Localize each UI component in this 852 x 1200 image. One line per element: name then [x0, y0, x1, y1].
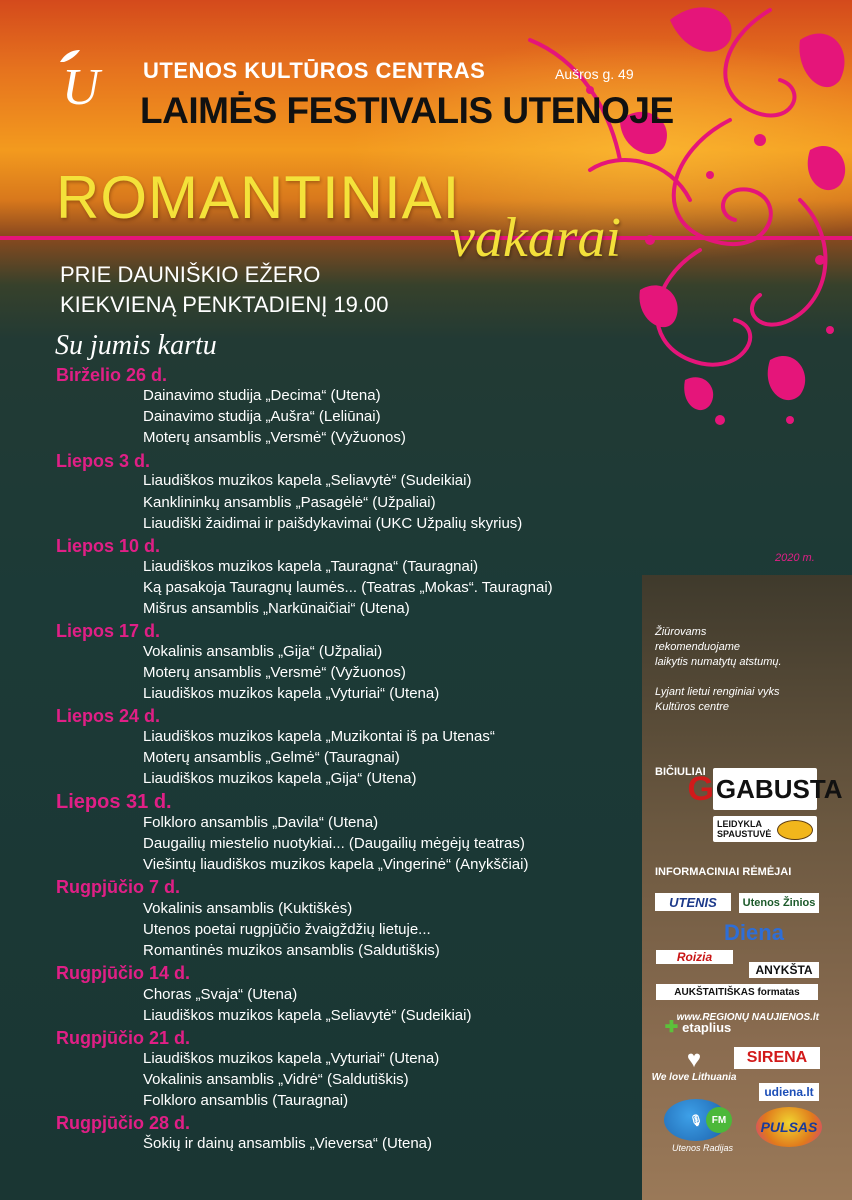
pink-divider — [0, 236, 852, 240]
event-performer: Vokalinis ansamblis (Kuktiškės) — [143, 900, 353, 917]
roizia-logo: Roizia — [656, 950, 733, 964]
event-performer: Liaudiškos muzikos kapela „Vyturiai“ (Utena) — [143, 685, 440, 702]
venue: PRIE DAUNIŠKIO EŽERO — [60, 262, 321, 287]
event-performer: Liaudiškos muzikos kapela „Tauragna“ (Tauragnai) — [143, 558, 479, 575]
media-label: INFORMACINIAI RĖMĖJAI — [655, 866, 792, 878]
event-date: Rugpjūčio 14 d. — [56, 963, 191, 983]
diena-logo: Diena — [724, 920, 784, 945]
anyksta-logo: ANYKŠTA — [749, 962, 819, 978]
distance-note-line-3: laikytis numatytų atstumų. — [655, 656, 782, 668]
event-performer: Dainavimo studija „Decima“ (Utena) — [143, 387, 381, 404]
event-performer: Choras „Svaja“ (Utena) — [143, 986, 298, 1003]
event-date: Birželio 26 d. — [56, 365, 168, 385]
event-date: Liepos 31 d. — [56, 791, 172, 813]
event-date: Liepos 24 d. — [56, 706, 161, 726]
event-date: Liepos 3 d. — [56, 451, 151, 471]
rain-note-line-2: Kultūros centre — [655, 701, 729, 713]
festival-title: LAIMĖS FESTIVALIS UTENOJE — [140, 90, 674, 131]
utenos-radijas-caption: Utenos Radijas — [672, 1143, 734, 1153]
title-vakarai: vakarai — [450, 207, 622, 269]
event-date: Liepos 10 d. — [56, 536, 161, 556]
event-performer: Utenos poetai rugpjūčio žvaigždžių lietuje... — [143, 921, 431, 938]
event-performer: Liaudiškos muzikos kapela „Gija“ (Utena) — [143, 770, 417, 787]
event-performer: Folkloro ansamblis „Davila“ (Utena) — [143, 814, 379, 831]
event-performer: Folkloro ansamblis (Tauragnai) — [143, 1092, 349, 1109]
utenos-zinios-logo: Utenos Žinios — [739, 893, 819, 913]
intro-text: Su jumis kartu — [55, 330, 217, 361]
event-performer: Kanklininkų ansamblis „Pasagėlė“ (Užpaliai) — [143, 494, 436, 511]
gabusta-logo: G GABUSTA — [713, 768, 817, 810]
title-romantiniai: ROMANTINIAI — [56, 164, 461, 231]
event-performer: Moterų ansamblis „Gelmė“ (Tauragnai) — [143, 749, 400, 766]
address: Aušros g. 49 — [555, 66, 634, 82]
event-performer: Dainavimo studija „Aušra“ (Leliūnai) — [143, 408, 381, 425]
event-date: Rugpjūčio 21 d. — [56, 1028, 191, 1048]
friends-label: BIČIULIAI — [655, 766, 706, 778]
event-performer: Liaudiškos muzikos kapela „Vyturiai“ (Utena) — [143, 1050, 440, 1067]
event-performer: Liaudiškos muzikos kapela „Seliavytė“ (Sudeikiai) — [143, 472, 472, 489]
distance-note-line-2: rekomenduojame — [655, 641, 740, 653]
event-performer: Daugailių miestelio nuotykiai... (Daugailių mėgėjų teatras) — [143, 835, 525, 852]
event-performer: Romantinės muzikos ansamblis (Saldutiškis) — [143, 942, 440, 959]
pulsas-logo: PULSAS — [756, 1107, 822, 1147]
ukc-logo — [58, 48, 108, 120]
rain-note-line-1: Lyjant lietui renginiai vyks — [655, 686, 780, 698]
seal-icon — [777, 820, 813, 840]
heart-icon: ♥ — [686, 1045, 702, 1073]
radio-fm-badge: FM — [706, 1107, 732, 1133]
event-date: Liepos 17 d. — [56, 621, 161, 641]
event-performer: Liaudiški žaidimai ir paišdykavimai (UKC Užpalių skyrius) — [143, 515, 523, 532]
organization-name: UTENOS KULTŪROS CENTRAS — [143, 58, 486, 83]
event-performer: Liaudiškos muzikos kapela „Seliavytė“ (Sudeikiai) — [143, 1007, 472, 1024]
event-performer: Vokalinis ansamblis „Vidrė“ (Saldutiškis) — [143, 1071, 409, 1088]
event-performer: Mišrus ansamblis „Narkūnaičiai“ (Utena) — [143, 600, 410, 617]
event-performer: Šokių ir dainų ansamblis „Vieversa“ (Utena) — [143, 1135, 433, 1152]
etaplius-logo: ✚ etaplius — [664, 1019, 732, 1036]
event-performer: Viešintų liaudiškos muzikos kapela „Vingerinė“ (Anykščiai) — [143, 856, 529, 873]
event-date: Rugpjūčio 28 d. — [56, 1113, 191, 1133]
distance-note-line-1: Žiūrovams — [655, 626, 707, 638]
event-performer: Moterų ansamblis „Versmė“ (Vyžuonos) — [143, 664, 406, 681]
event-performer: Vokalinis ansamblis „Gija“ (Užpaliai) — [143, 643, 383, 660]
utenis-logo: UTENIS — [655, 893, 731, 911]
spaustuve-logo: LEIDYKLA SPAUSTUVĖ — [713, 816, 817, 842]
etaplius-icon: ✚ — [664, 1019, 679, 1036]
sirena-logo: SIRENA — [734, 1047, 820, 1069]
utenos-radijas-logo — [664, 1099, 728, 1141]
udiena-logo: udiena.lt — [759, 1083, 819, 1101]
event-performer: Liaudiškos muzikos kapela „Muzikontai iš pa Utenas“ — [143, 728, 495, 745]
microphone-icon: 🎙 — [689, 1114, 703, 1127]
event-performer: Ką pasakoja Tauragnų laumės... (Teatras „Mokas“. Tauragnai) — [143, 579, 553, 596]
event-date: Rugpjūčio 7 d. — [56, 877, 180, 897]
event-performer: Moterų ansamblis „Versmė“ (Vyžuonos) — [143, 429, 406, 446]
we-love-lithuania-logo: ♥ We love Lithuania — [651, 1045, 737, 1083]
aukstaitiskas-formatas-logo: AUKŠTAITIŠKAS formatas — [656, 984, 818, 1000]
schedule: KIEKVIENĄ PENKTADIENĮ 19.00 — [60, 292, 389, 317]
regionu-naujienos-logo: www.REGIONŲ NAUJIENOS.lt — [676, 1011, 819, 1023]
year-label: 2020 m. — [775, 552, 815, 564]
logo-letter: U — [62, 59, 100, 116]
